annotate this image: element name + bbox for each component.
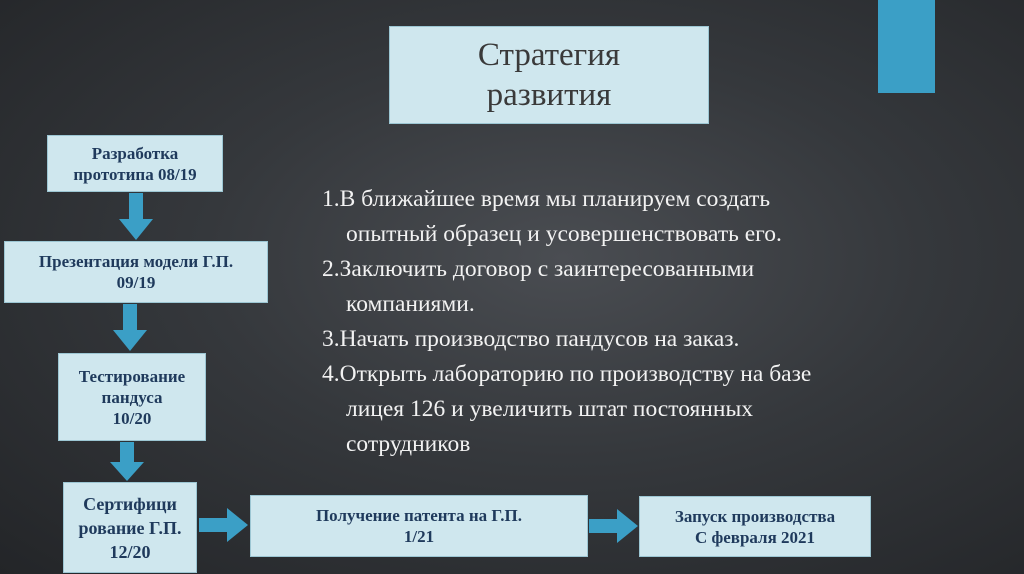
step-certification-line-2: рование Г.П. [78,517,182,538]
step-testing-line-1: Тестирование [78,366,186,386]
plan-item-2-line-1: 2.Заключить договор с заинтересованными [322,256,755,282]
step-patent-line-1: Получение патента на Г.П. [315,506,523,525]
plan-item-1 [322,182,982,252]
plan-item-1-line-2: опытный образец и усовершенствовать его. [346,221,782,247]
step-testing [58,353,206,441]
plan-item-3 [322,322,982,357]
accent-bar [878,0,935,93]
step-presentation-line-2: 09/19 [116,273,156,292]
step-patent-line-2: 1/21 [403,527,435,546]
step-prototype [47,135,223,192]
step-testing-line-3: 10/20 [112,408,152,428]
arrow-down-3 [109,442,145,482]
title-line-2: развития [486,77,612,113]
step-patent [250,495,588,557]
plan-item-4-line-2: лицея 126 и увеличить штат постоянных [346,396,753,422]
step-launch-line-2: С февраля 2021 [694,527,816,547]
step-presentation-line-1: Презентация модели Г.П. [38,252,234,271]
title-line-1: Стратегия [477,37,621,73]
page-title [389,26,709,124]
plan-item-4-line-1: 4.Открыть лабораторию по производству на базе [322,361,812,387]
step-launch [639,496,871,557]
plan-item-4 [322,357,982,462]
step-certification [63,482,197,573]
step-prototype-line-2: прототипа 08/19 [73,164,197,184]
plan-item-2 [322,252,982,322]
step-certification-line-1: Сертифици [83,493,177,514]
arrow-down-1 [118,193,154,241]
arrow-right-2 [589,508,639,544]
plan-item-3-line-1: 3.Начать производство пандусов на заказ. [322,326,740,352]
arrow-right-1 [199,507,249,543]
plan-item-2-line-2: компаниями. [346,291,475,317]
step-prototype-line-1: Разработка [91,143,179,163]
step-testing-line-2: пандуса [101,387,163,407]
step-presentation [4,241,268,303]
arrow-down-2 [112,304,148,352]
plan-item-1-line-1: 1.В ближайшее время мы планируем создать [322,186,771,212]
step-launch-line-1: Запуск производства [674,506,836,526]
plan-list [322,182,982,462]
plan-item-4-line-3: сотрудников [346,431,471,457]
step-certification-line-3: 12/20 [109,541,151,562]
